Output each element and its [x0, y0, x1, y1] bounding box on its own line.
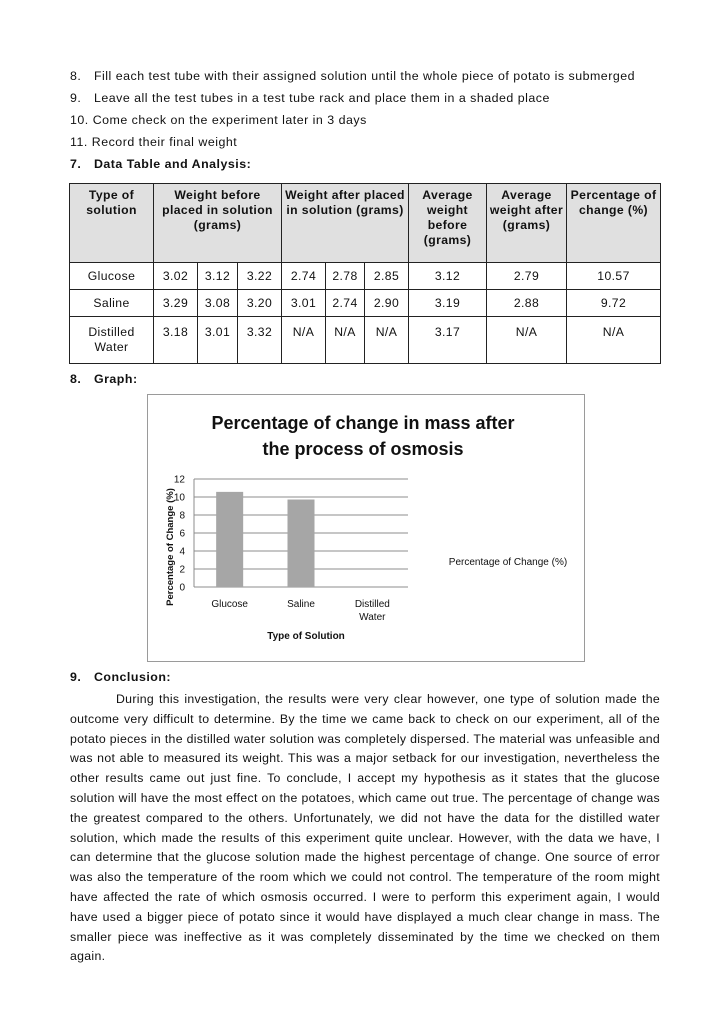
header-cell: Weight before placed in solution (grams) [154, 184, 282, 263]
bar [288, 500, 315, 587]
value-cell: 3.29 [154, 290, 198, 317]
value-cell: 3.22 [238, 263, 282, 290]
value-cell: N/A [487, 317, 567, 364]
table-row [70, 263, 661, 290]
chart-title: Percentage of change in mass after [211, 413, 515, 433]
step-text: Fill each test tube with their assigned solution until the whole piece of potato is submerged [93, 69, 635, 83]
value-cell: 2.79 [487, 263, 567, 290]
value-cell: 3.12 [198, 263, 238, 290]
value-cell: 3.18 [154, 317, 198, 364]
table-header-row [70, 184, 661, 263]
value-cell: 3.12 [409, 263, 487, 290]
bar [216, 492, 243, 587]
method-step [70, 135, 237, 149]
value-cell: 3.19 [409, 290, 487, 317]
value-cell: 3.32 [238, 317, 282, 364]
value-cell: 3.17 [409, 317, 487, 364]
value-cell: N/A [282, 317, 326, 364]
y-tick-label: 12 [173, 474, 185, 486]
step-number: 11. [70, 135, 88, 149]
y-tick-label: 4 [179, 546, 185, 558]
value-cell: 2.74 [282, 263, 326, 290]
x-tick-label: Saline [287, 599, 315, 610]
y-tick-label: 10 [173, 492, 185, 504]
table-row [70, 290, 661, 317]
step-text: Record their final weight [91, 135, 238, 149]
section-heading-conclusion: 9. Conclusion: [70, 670, 172, 684]
value-cell: N/A [326, 317, 365, 364]
method-step [70, 69, 635, 83]
bar-chart [148, 395, 584, 661]
step-text: Come check on the experiment later in 3 days [92, 113, 367, 127]
method-step [70, 91, 550, 105]
section-heading-graph: 8. Graph: [70, 372, 138, 386]
value-cell: 2.78 [326, 263, 365, 290]
value-cell: N/A [365, 317, 409, 364]
value-cell: 3.08 [198, 290, 238, 317]
value-cell: 3.02 [154, 263, 198, 290]
data-table [69, 183, 661, 364]
step-number: 8. [70, 69, 82, 83]
value-cell: 3.20 [238, 290, 282, 317]
chart-container [147, 394, 585, 662]
table-row [70, 317, 661, 364]
step-text: Leave all the test tubes in a test tube rack and place them in a shaded place [93, 91, 550, 105]
header-cell: Average weight before (grams) [409, 184, 487, 263]
header-cell: Average weight after (grams) [487, 184, 567, 263]
step-number: 10. [70, 113, 89, 127]
section-heading-data-table: 7. Data Table and Analysis: [70, 157, 252, 171]
solution-cell: Glucose [70, 263, 154, 290]
y-tick-label: 8 [179, 510, 185, 522]
header-cell: Type of solution [70, 184, 154, 263]
solution-cell: Saline [70, 290, 154, 317]
chart-title: the process of osmosis [262, 439, 464, 459]
y-tick-label: 0 [179, 582, 185, 594]
value-cell: 2.85 [365, 263, 409, 290]
legend-entry: Percentage of Change (%) [448, 557, 568, 568]
step-number: 9. [70, 91, 82, 105]
value-cell: 3.01 [282, 290, 326, 317]
header-cell: Weight after placed in solution (grams) [282, 184, 409, 263]
y-tick-label: 2 [179, 564, 185, 576]
x-tick-label: Water [359, 612, 386, 623]
header-cell: Percentage of change (%) [567, 184, 661, 263]
value-cell: 2.74 [326, 290, 365, 317]
value-cell: N/A [567, 317, 661, 364]
y-axis-label: Percentage of Change (%) [165, 488, 176, 606]
method-step [70, 113, 367, 127]
value-cell: 10.57 [567, 263, 661, 290]
value-cell: 2.90 [365, 290, 409, 317]
y-tick-label: 6 [179, 528, 185, 540]
conclusion-paragraph: During this investigation, the results were very clear however, one type of solution made the outcome very difficult to determine. By the time we came back to check on our experiment, all of the potato pieces in the distilled water solution was completely dispersed. The material was unfeasible and was not able to measured its weight. This was a major setback for our investigation, nevertheless the other results came out just fine. To conclude, I accept my hypothesis as it states that the glucose solution will have the most effect on the potatoes, which came out true. The percentage of change was the greatest compared to the others. Unfortunately, we did not have the data for the distilled water solution, which made the results of this experiment quite unclear. However, with the data we have, I can determine that the glucose solution made the highest percentage of change. One source of error was also the temperature of the room which we could not control. The temperature of the room might have affected the rate of which osmosis occurred. I were to perform this experiment again, I would have used a bigger piece of potato since it would have displayed a much clear change in mass. The smaller piece was ineffective as it was completely disseminated by the time we checked on them again. [70, 692, 660, 964]
x-tick-label: Distilled [354, 599, 390, 610]
solution-cell: Distilled Water [70, 317, 154, 364]
x-tick-label: Glucose [211, 599, 249, 610]
value-cell: 3.01 [198, 317, 238, 364]
value-cell: 9.72 [567, 290, 661, 317]
value-cell: 2.88 [487, 290, 567, 317]
x-axis-label: Type of Solution [267, 631, 345, 642]
